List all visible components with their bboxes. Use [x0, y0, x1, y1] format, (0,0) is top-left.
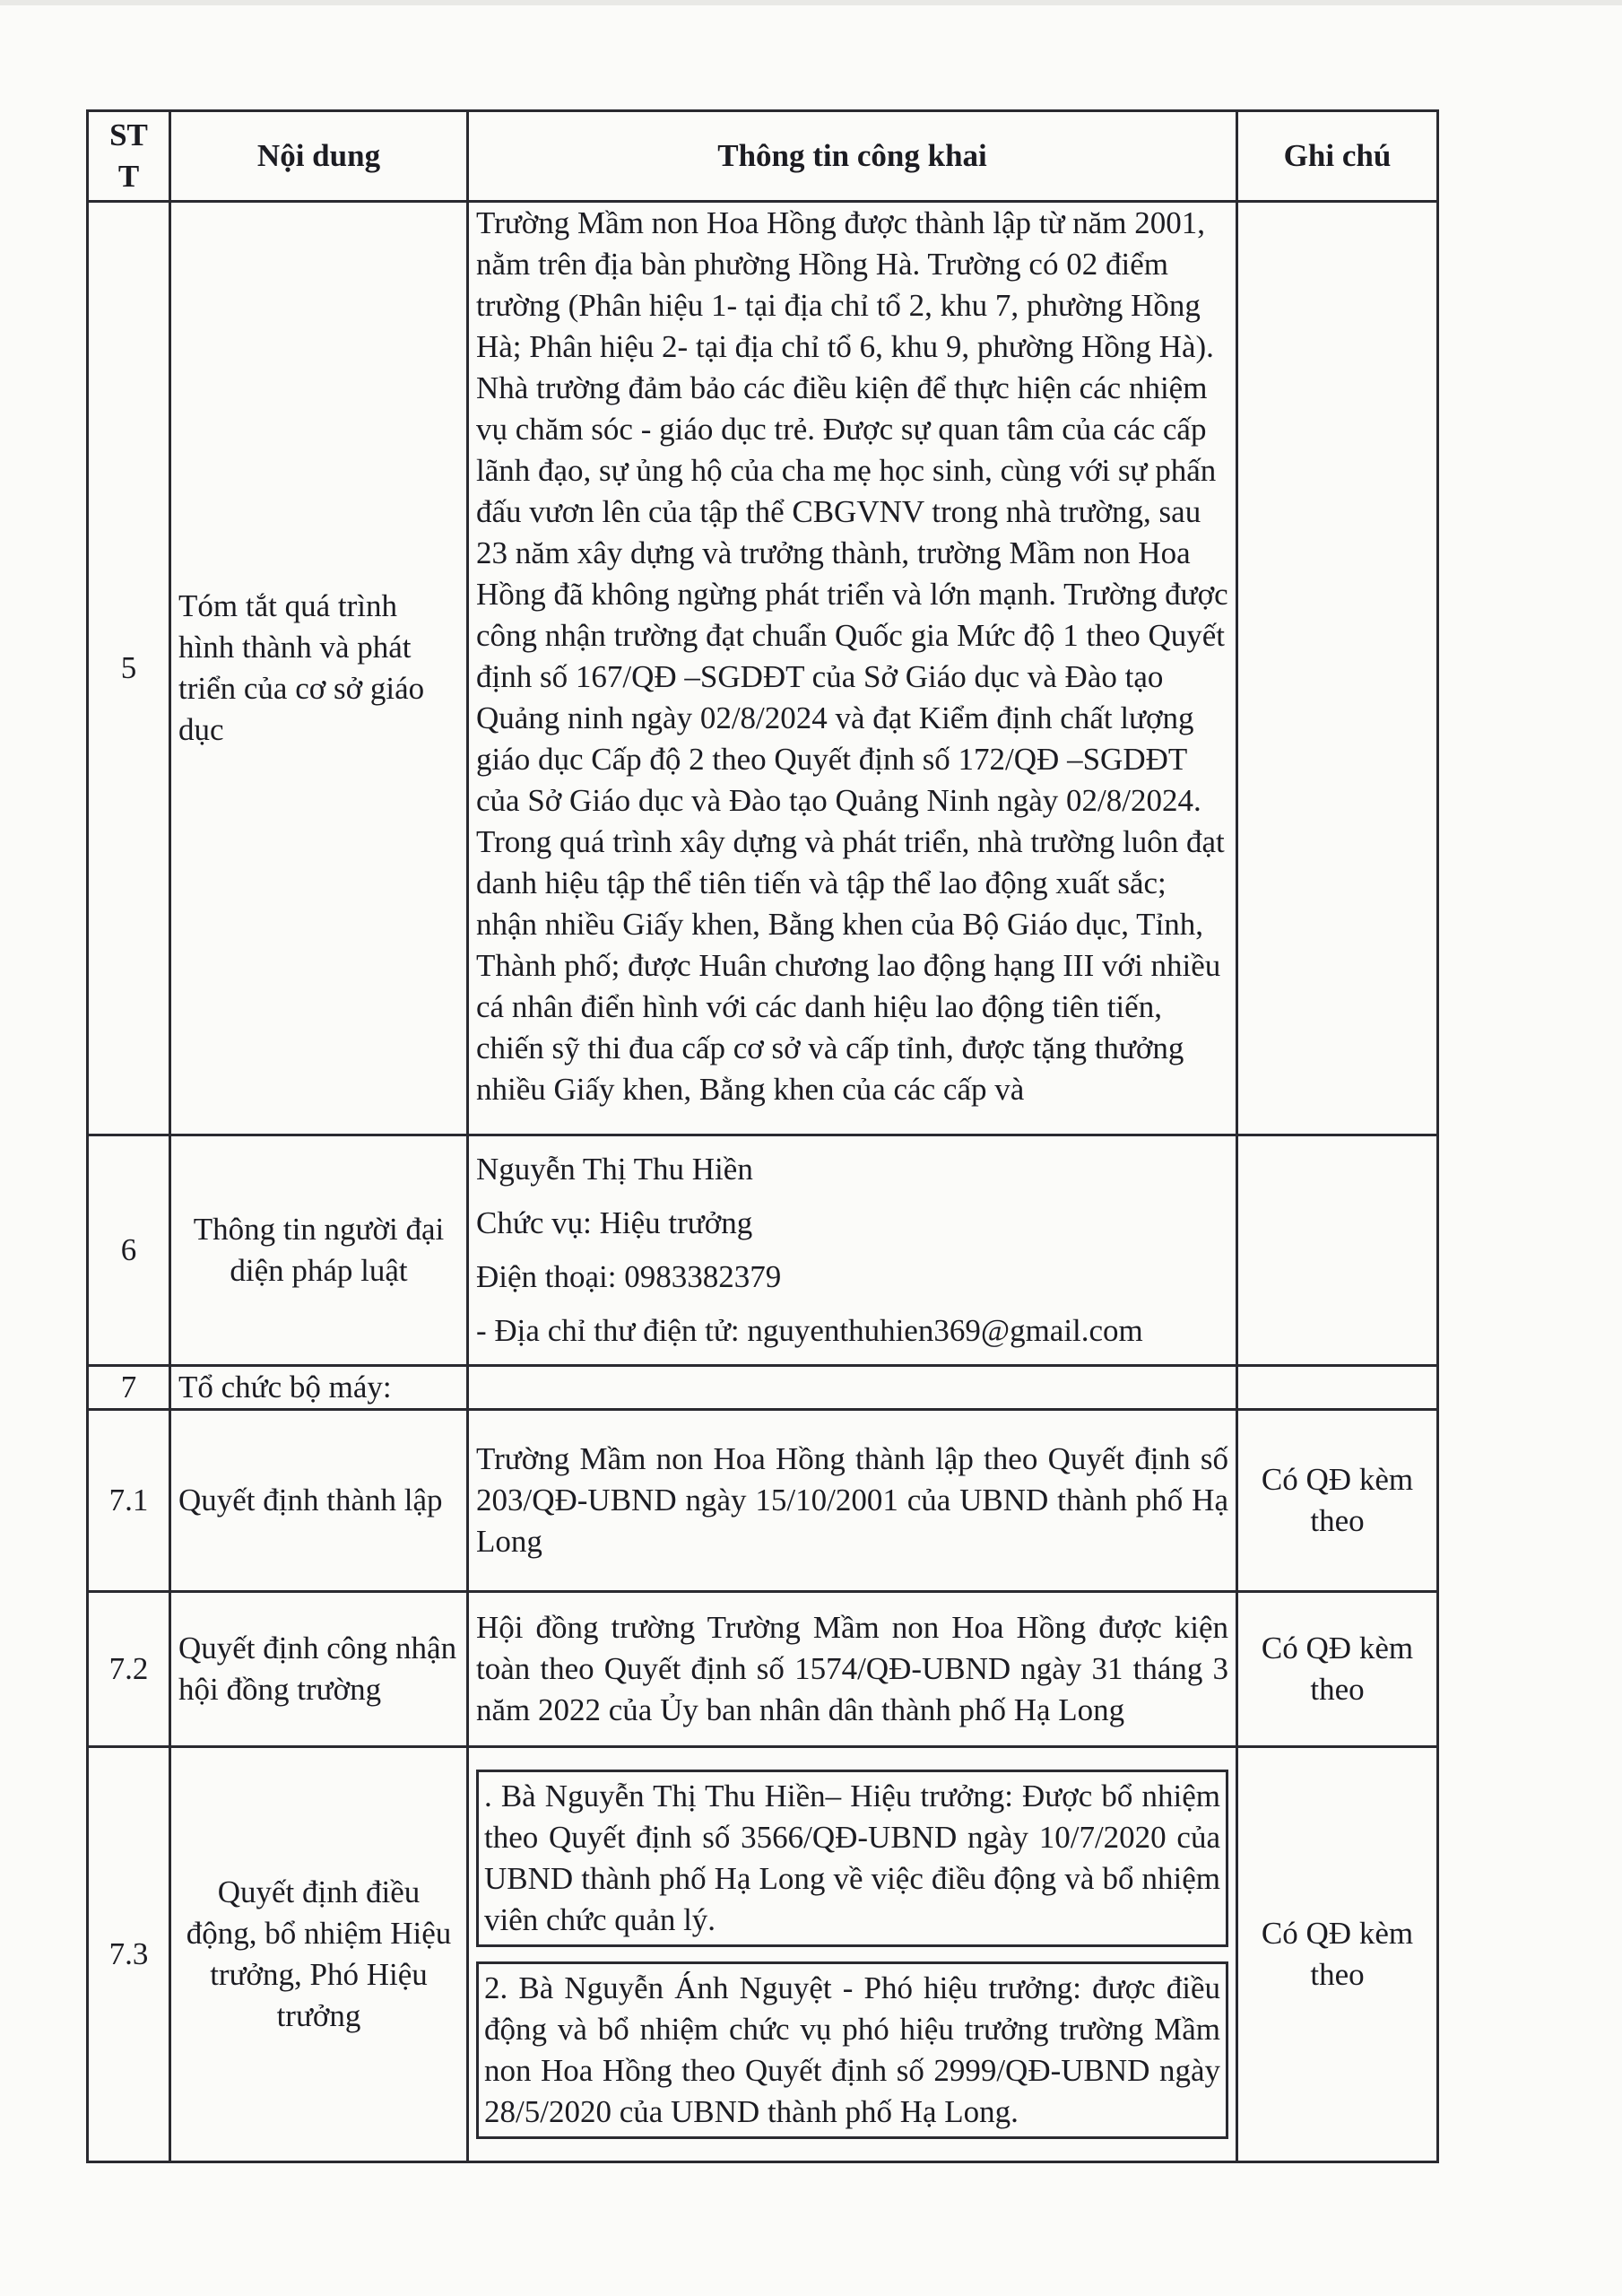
row-note [1237, 202, 1438, 1135]
row-stt: 7 [88, 1366, 170, 1410]
row-label: Tóm tắt quá trình hình thành và phát triển của cơ sở giáo dục [170, 202, 468, 1135]
row-info [468, 1747, 1237, 2162]
representative-phone: Điện thoại: 0983382379 [476, 1259, 782, 1294]
table-row [88, 1366, 1438, 1410]
table-row [88, 1592, 1438, 1747]
row-note [1237, 1366, 1438, 1410]
row-info-text: Trường Mầm non Hoa Hồng được thành lập từ năm 2001, nằm trên địa bàn phường Hồng Hà. Trường có 02 điểm trường (Phân hiệu 1- tại địa chỉ tổ 2, khu 7, phường Hồng Hà; Phân hiệu 2- tại địa chỉ tổ 6, khu 9, phường Hồng Hà). Nhà trường đảm bảo các điều kiện để thực hiện các nhiệm vụ chăm sóc - giáo dục trẻ. Được sự quan tâm của các cấp lãnh đạo, sự ủng hộ của cha mẹ học sinh, cùng với sự phấn đấu vươn lên của tập thể CBGVNV trong nhà trường, sau 23 năm xây dựng và trưởng thành, trường Mầm non Hoa Hồng đã không ngừng phát triển và lớn mạnh. Trường được công nhận trường đạt chuẩn Quốc gia Mức độ 1 theo Quyết định số 167/QĐ –SGDĐT của Sở Giáo dục và Đào tạo Quảng ninh ngày 02/8/2024 và đạt Kiểm định chất lượng giáo dục Cấp độ 2 theo Quyết định số 172/QĐ –SGDĐT của Sở Giáo dục và Đào tạo Quảng Ninh ngày 02/8/2024. Trong quá trình xây dựng và phát triển, nhà trường luôn đạt danh hiệu tập thể tiên tiến và tập thể lao động xuất sắc; nhận nhiều Giấy khen, Bằng khen của Bộ Giáo dục, Tỉnh, Thành phố; được Huân chương lao động hạng III với nhiều cá nhân điển hình với các danh hiệu lao động tiên tiến, chiến sỹ thi đua cấp cơ sở và cấp tỉnh, được tặng thưởng nhiều Giấy khen, Bằng khen của các cấp và [476, 205, 1228, 1107]
row-note: Có QĐ kèm theo [1237, 1410, 1438, 1592]
table-row [88, 202, 1438, 1135]
row-label: Quyết định công nhận hội đồng trường [170, 1592, 468, 1747]
row-label: Thông tin người đại diện pháp luật [170, 1135, 468, 1366]
row-info: Trường Mầm non Hoa Hồng thành lập theo Quyết định số 203/QĐ-UBND ngày 15/10/2001 của UBND thành phố Hạ Long [468, 1410, 1237, 1592]
table-header-row [88, 111, 1438, 202]
table-row [88, 1410, 1438, 1592]
row-stt: 5 [88, 202, 170, 1135]
row-info: Hội đồng trường Trường Mầm non Hoa Hồng được kiện toàn theo Quyết định số 1574/QĐ-UBND ngày 31 tháng 3 năm 2022 của Ủy ban nhân dân thành phố Hạ Long [468, 1592, 1237, 1747]
row-label: Quyết định điều động, bổ nhiệm Hiệu trưởng, Phó Hiệu trưởng [170, 1747, 468, 2162]
scan-edge [0, 0, 1622, 5]
representative-position: Chức vụ: Hiệu trưởng [476, 1205, 753, 1240]
row-stt: 7.2 [88, 1592, 170, 1747]
appointment-principal: . Bà Nguyễn Thị Thu Hiền– Hiệu trưởng: Được bổ nhiệm theo Quyết định số 3566/QĐ-UBND ngày 10/7/2020 của UBND thành phố Hạ Long về việc điều động và bổ nhiệm viên chức quản lý. [476, 1770, 1228, 1947]
row-note: Có QĐ kèm theo [1237, 1592, 1438, 1747]
header-content: Nội dung [170, 111, 468, 202]
header-stt: ST T [88, 111, 170, 202]
row-note: Có QĐ kèm theo [1237, 1747, 1438, 2162]
appointment-vice-principal: 2. Bà Nguyễn Ánh Nguyệt - Phó hiệu trưởng: được điều động và bổ nhiệm chức vụ phó hiệu trưởng trường Mầm non Hoa Hồng theo Quyết định số 2999/QĐ-UBND ngày 28/5/2020 của UBND thành phố Hạ Long. [476, 1961, 1228, 2139]
row-info [468, 1366, 1237, 1410]
row-stt: 6 [88, 1135, 170, 1366]
row-note [1237, 1135, 1438, 1366]
table-row [88, 1747, 1438, 2162]
row-info [468, 1135, 1237, 1366]
representative-name: Nguyễn Thị Thu Hiền [476, 1152, 753, 1187]
row-info [468, 202, 1237, 1135]
table-row [88, 1135, 1438, 1366]
row-label: Quyết định thành lập [170, 1410, 468, 1592]
row-stt: 7.1 [88, 1410, 170, 1592]
header-info: Thông tin công khai [468, 111, 1237, 202]
row-stt: 7.3 [88, 1747, 170, 2162]
representative-email: - Địa chỉ thư điện tử: nguyenthuhien369@gmail.com [476, 1313, 1143, 1348]
disclosure-table [86, 109, 1439, 2163]
header-note: Ghi chú [1237, 111, 1438, 202]
row-label: Tổ chức bộ máy: [170, 1366, 468, 1410]
